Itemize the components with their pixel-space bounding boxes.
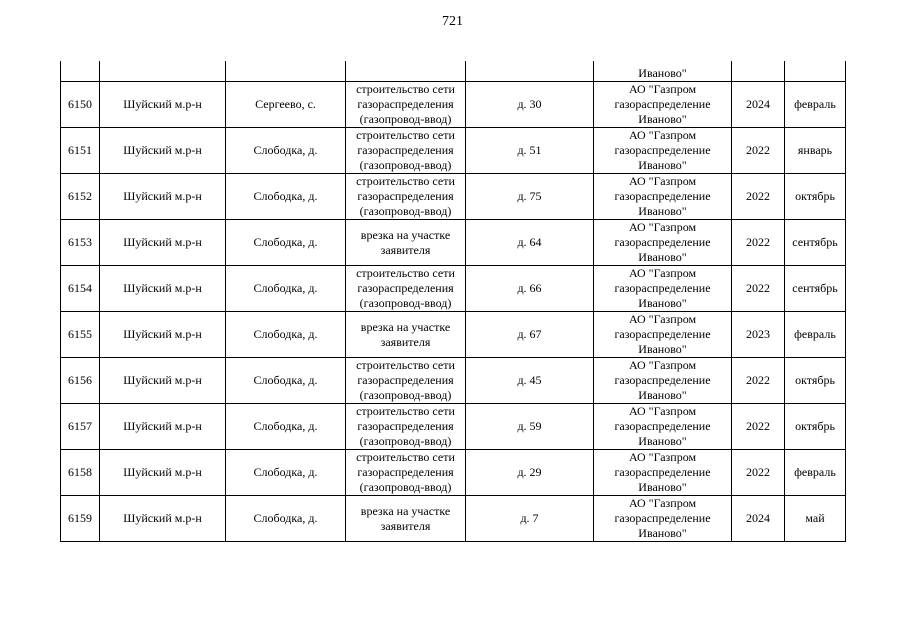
cell-year: 2022: [732, 128, 785, 174]
cell-district: Шуйский м.р-н: [100, 128, 226, 174]
cell-month: [785, 61, 846, 82]
cell-settlement: Слободка, д.: [226, 174, 346, 220]
cell-number: [61, 61, 100, 82]
cell-address: [466, 61, 594, 82]
cell-month: октябрь: [785, 174, 846, 220]
registry-table: [60, 61, 846, 542]
cell-address: д. 29: [466, 450, 594, 496]
cell-work-type: строительство сети газораспределения (газопровод-ввод): [346, 450, 466, 496]
cell-organization: Иваново": [594, 61, 732, 82]
cell-address: д. 59: [466, 404, 594, 450]
cell-organization: АО "Газпром газораспределение Иваново": [594, 496, 732, 542]
table-row: [61, 82, 846, 128]
cell-work-type: строительство сети газораспределения (газопровод-ввод): [346, 266, 466, 312]
cell-organization: АО "Газпром газораспределение Иваново": [594, 358, 732, 404]
cell-district: Шуйский м.р-н: [100, 266, 226, 312]
cell-settlement: [226, 61, 346, 82]
cell-district: Шуйский м.р-н: [100, 358, 226, 404]
cell-work-type: врезка на участке заявителя: [346, 220, 466, 266]
cell-district: Шуйский м.р-н: [100, 220, 226, 266]
cell-settlement: Слободка, д.: [226, 358, 346, 404]
cell-year: 2022: [732, 404, 785, 450]
cell-settlement: Слободка, д.: [226, 128, 346, 174]
cell-year: 2024: [732, 496, 785, 542]
cell-year: 2022: [732, 358, 785, 404]
table-row: [61, 128, 846, 174]
cell-number: 6152: [61, 174, 100, 220]
cell-district: Шуйский м.р-н: [100, 82, 226, 128]
table-row: [61, 450, 846, 496]
cell-district: Шуйский м.р-н: [100, 450, 226, 496]
cell-organization: АО "Газпром газораспределение Иваново": [594, 404, 732, 450]
cell-settlement: Слободка, д.: [226, 312, 346, 358]
cell-work-type: строительство сети газораспределения (газопровод-ввод): [346, 404, 466, 450]
cell-number: 6153: [61, 220, 100, 266]
cell-month: февраль: [785, 312, 846, 358]
cell-address: д. 45: [466, 358, 594, 404]
cell-organization: АО "Газпром газораспределение Иваново": [594, 312, 732, 358]
cell-work-type: строительство сети газораспределения (газопровод-ввод): [346, 358, 466, 404]
table-row: [61, 496, 846, 542]
cell-address: д. 75: [466, 174, 594, 220]
cell-organization: АО "Газпром газораспределение Иваново": [594, 174, 732, 220]
cell-month: февраль: [785, 82, 846, 128]
cell-work-type: строительство сети газораспределения (газопровод-ввод): [346, 174, 466, 220]
cell-address: д. 66: [466, 266, 594, 312]
cell-district: [100, 61, 226, 82]
cell-address: д. 30: [466, 82, 594, 128]
cell-month: сентябрь: [785, 266, 846, 312]
cell-organization: АО "Газпром газораспределение Иваново": [594, 266, 732, 312]
cell-work-type: врезка на участке заявителя: [346, 496, 466, 542]
cell-settlement: Слободка, д.: [226, 266, 346, 312]
cell-number: 6157: [61, 404, 100, 450]
cell-district: Шуйский м.р-н: [100, 312, 226, 358]
cell-organization: АО "Газпром газораспределение Иваново": [594, 450, 732, 496]
cell-settlement: Слободка, д.: [226, 450, 346, 496]
cell-settlement: Слободка, д.: [226, 404, 346, 450]
cell-number: 6150: [61, 82, 100, 128]
cell-address: д. 51: [466, 128, 594, 174]
cell-month: сентябрь: [785, 220, 846, 266]
page-number: 721: [442, 14, 463, 29]
cell-district: Шуйский м.р-н: [100, 496, 226, 542]
cell-district: Шуйский м.р-н: [100, 404, 226, 450]
cell-organization: АО "Газпром газораспределение Иваново": [594, 128, 732, 174]
cell-month: октябрь: [785, 358, 846, 404]
cell-number: 6156: [61, 358, 100, 404]
cell-settlement: Сергеево, с.: [226, 82, 346, 128]
cell-organization: АО "Газпром газораспределение Иваново": [594, 220, 732, 266]
table-row: [61, 266, 846, 312]
cell-year: [732, 61, 785, 82]
cell-settlement: Слободка, д.: [226, 496, 346, 542]
cell-year: 2024: [732, 82, 785, 128]
cell-address: д. 67: [466, 312, 594, 358]
cell-month: январь: [785, 128, 846, 174]
cell-year: 2022: [732, 450, 785, 496]
cell-month: февраль: [785, 450, 846, 496]
table-row: [61, 358, 846, 404]
cell-year: 2022: [732, 220, 785, 266]
cell-year: 2022: [732, 174, 785, 220]
registry-table-body: [61, 61, 846, 542]
cell-number: 6151: [61, 128, 100, 174]
cell-month: май: [785, 496, 846, 542]
table-row: [61, 404, 846, 450]
cell-month: октябрь: [785, 404, 846, 450]
cell-number: 6154: [61, 266, 100, 312]
cell-work-type: строительство сети газораспределения (газопровод-ввод): [346, 82, 466, 128]
cell-address: д. 7: [466, 496, 594, 542]
cell-settlement: Слободка, д.: [226, 220, 346, 266]
cell-district: Шуйский м.р-н: [100, 174, 226, 220]
cell-work-type: строительство сети газораспределения (газопровод-ввод): [346, 128, 466, 174]
table-row: [61, 312, 846, 358]
table-row: [61, 174, 846, 220]
cell-year: 2023: [732, 312, 785, 358]
cell-work-type: врезка на участке заявителя: [346, 312, 466, 358]
cell-year: 2022: [732, 266, 785, 312]
table-row-continued: [61, 61, 846, 82]
cell-organization: АО "Газпром газораспределение Иваново": [594, 82, 732, 128]
cell-number: 6155: [61, 312, 100, 358]
cell-address: д. 64: [466, 220, 594, 266]
cell-work-type: [346, 61, 466, 82]
cell-number: 6159: [61, 496, 100, 542]
cell-number: 6158: [61, 450, 100, 496]
table-row: [61, 220, 846, 266]
